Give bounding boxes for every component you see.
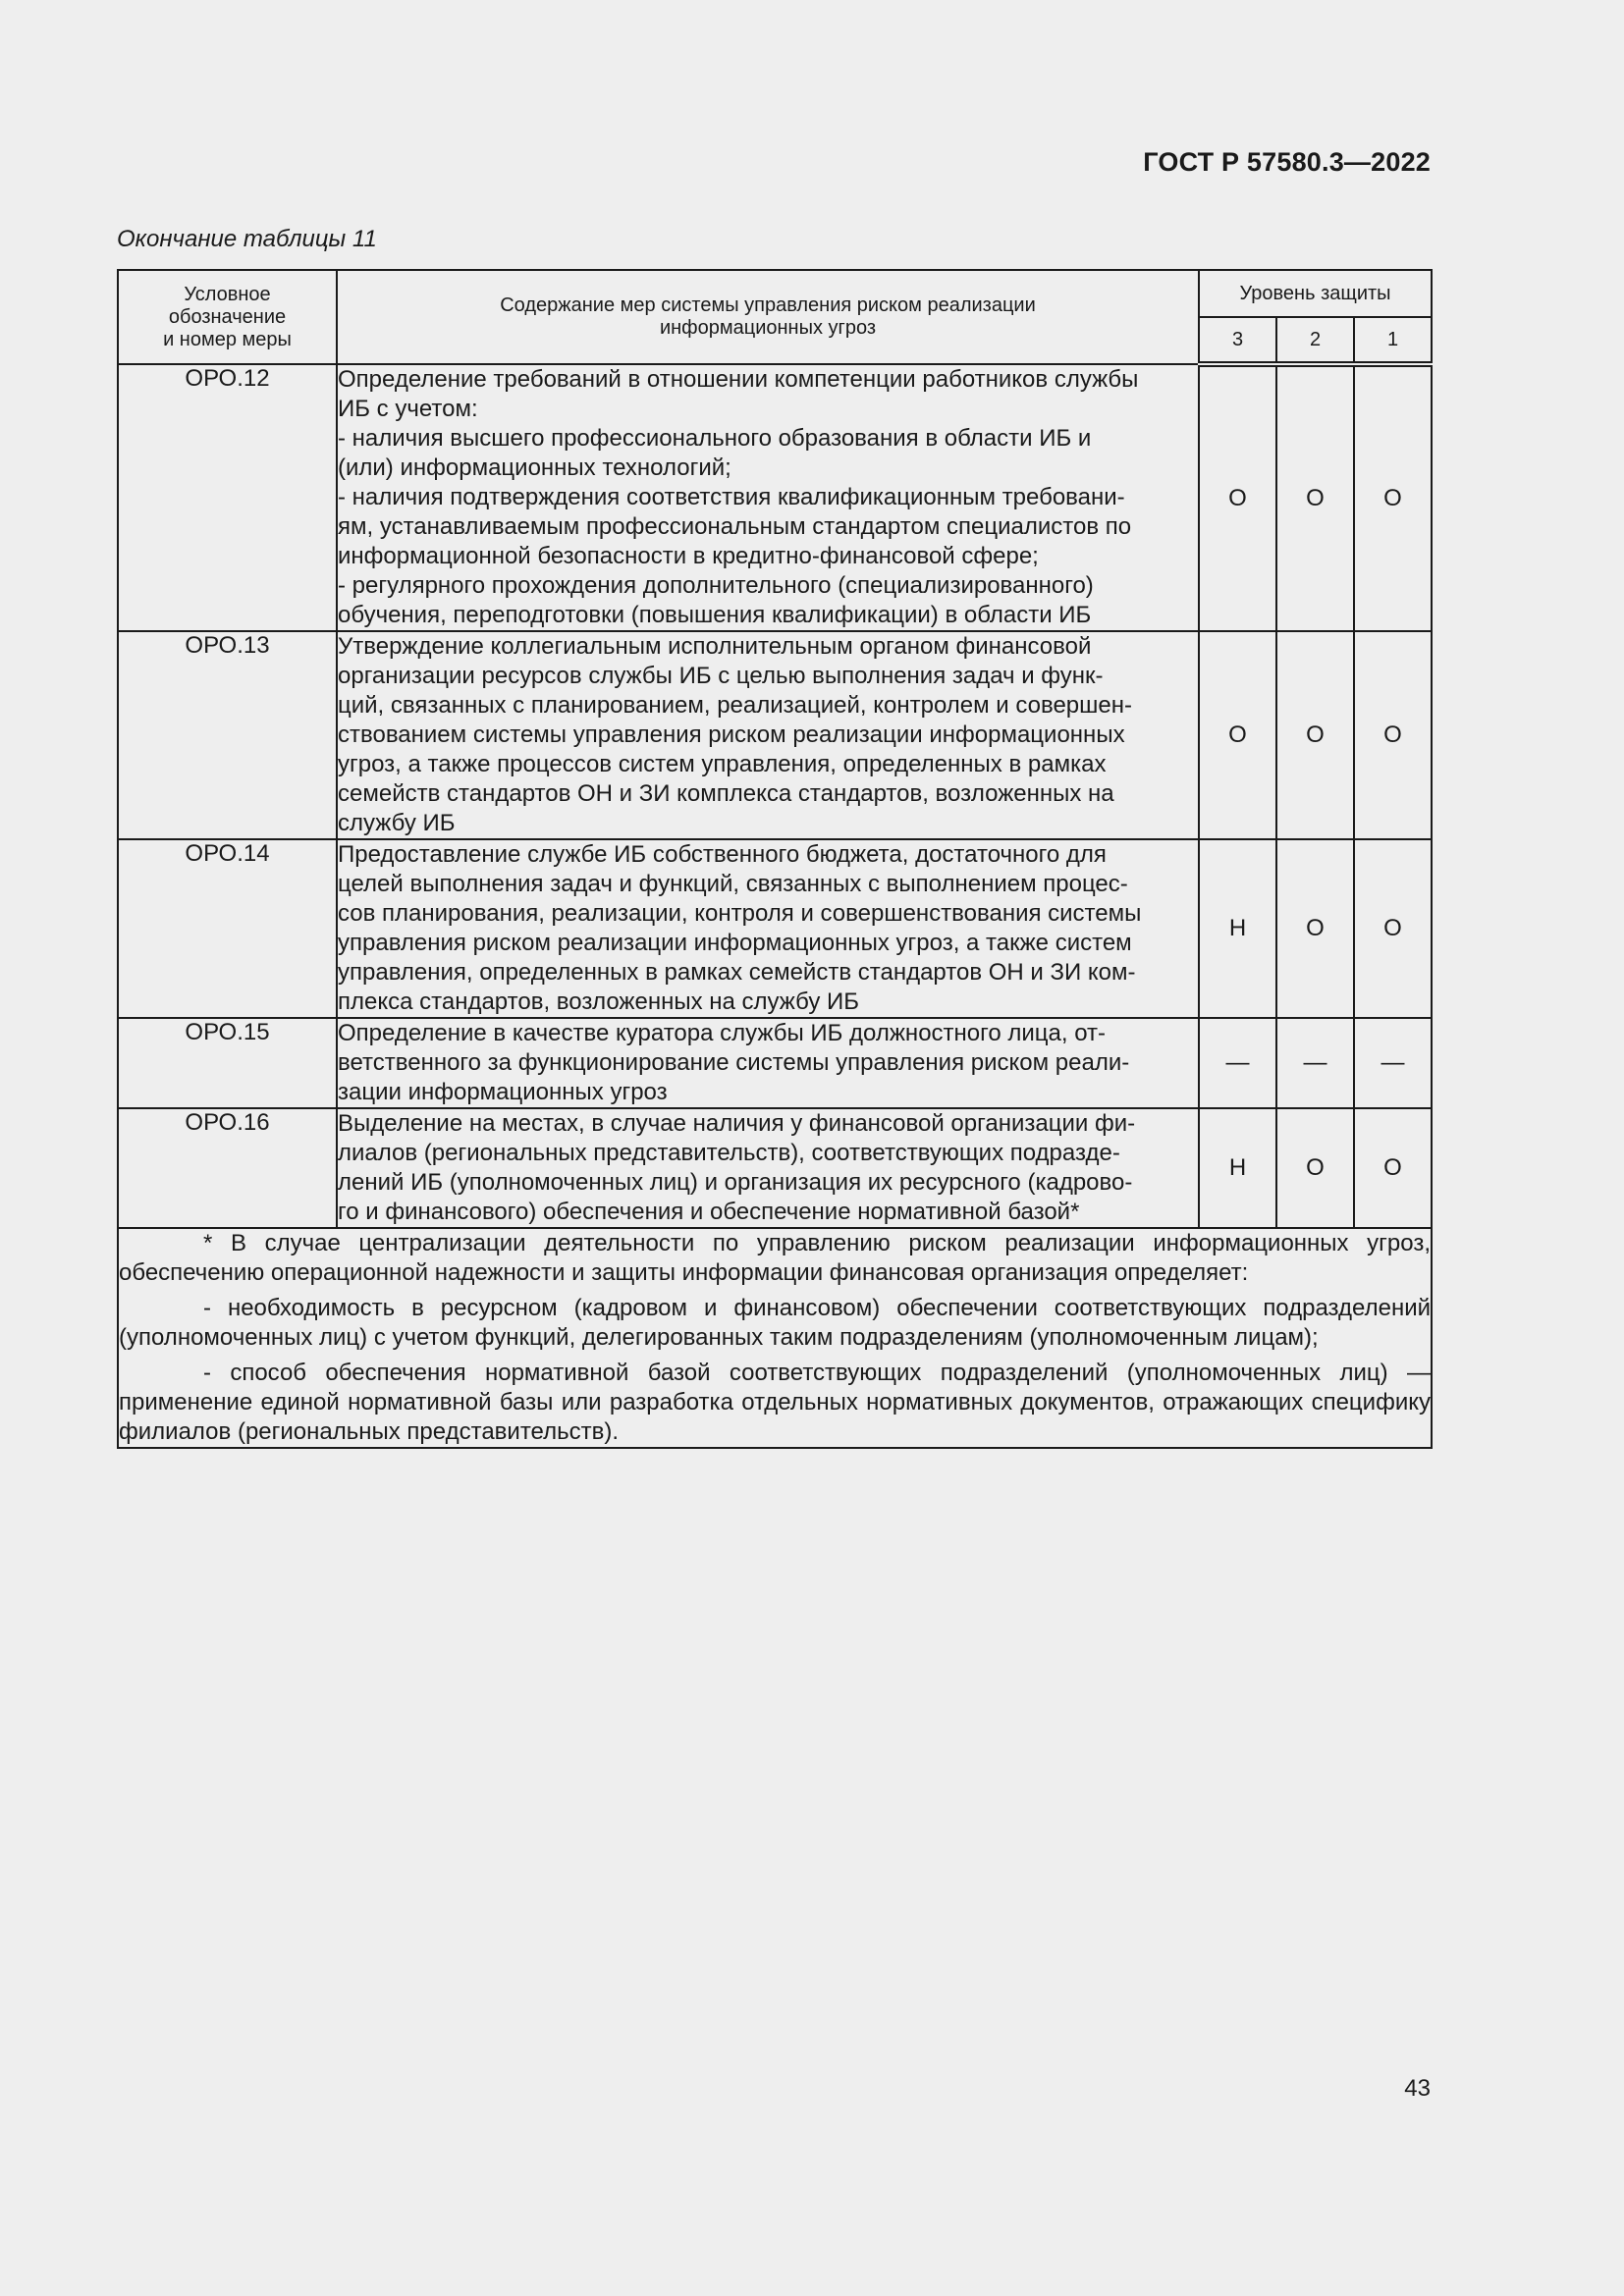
measure-code: ОРО.16 — [118, 1108, 337, 1228]
level-1-value: О — [1354, 1108, 1432, 1228]
measure-content-line: информационной безопасности в кредитно-финансовой сфере; — [338, 543, 1039, 569]
measure-content-line: ям, устанавливаемым профессиональным стандартом специалистов по — [338, 513, 1132, 540]
measure-content-line: ствованием системы управления риском реализации информационных — [338, 721, 1125, 748]
level-1-value: О — [1354, 631, 1432, 839]
measure-content-line: ций, связанных с планированием, реализацией, контролем и совершен- — [338, 692, 1133, 719]
level-3-value: О — [1199, 364, 1276, 631]
measure-content-line: ИБ с учетом: — [338, 396, 478, 422]
table-row — [118, 839, 1432, 1018]
measure-content — [337, 631, 1199, 839]
measure-content-line: плекса стандартов, возложенных на службу ИБ — [338, 988, 860, 1015]
table-row — [118, 631, 1432, 839]
level-2-value: О — [1276, 364, 1354, 631]
header-level-1: 1 — [1354, 317, 1432, 364]
table-row — [118, 1018, 1432, 1108]
measure-code: ОРО.12 — [118, 364, 337, 631]
header-content-column: Содержание мер системы управления риском реализации информационных угроз — [337, 270, 1199, 364]
measure-content — [337, 1108, 1199, 1228]
measure-content-line: Определение в качестве куратора службы ИБ должностного лица, от- — [338, 1020, 1107, 1046]
measure-content-line: семейств стандартов ОН и ЗИ комплекса стандартов, возложенных на — [338, 780, 1114, 807]
measure-content-line: го и финансового) обеспечения и обеспечение нормативной базой* — [338, 1199, 1080, 1225]
measure-content-line: (или) информационных технологий; — [338, 454, 731, 481]
level-2-value: — — [1276, 1018, 1354, 1108]
measure-content — [337, 364, 1199, 631]
header-code-column: Условное обозначение и номер меры — [118, 270, 337, 364]
table-row — [118, 1108, 1432, 1228]
level-1-value: — — [1354, 1018, 1432, 1108]
level-2-value: О — [1276, 1108, 1354, 1228]
document-code: ГОСТ Р 57580.3—2022 — [1143, 147, 1431, 177]
measure-content-line: Предоставление службе ИБ собственного бюджета, достаточного для — [338, 841, 1107, 868]
measure-content-line: организации ресурсов службы ИБ с целью выполнения задач и функ- — [338, 663, 1104, 689]
header-protection-level: Уровень защиты — [1199, 270, 1432, 317]
measures-table — [117, 269, 1433, 1449]
measure-content-line: Утверждение коллегиальным исполнительным органом финансовой — [338, 633, 1092, 660]
measure-content-line: зации информационных угроз — [338, 1079, 668, 1105]
level-3-value: Н — [1199, 1108, 1276, 1228]
level-2-value: О — [1276, 631, 1354, 839]
level-3-value: О — [1199, 631, 1276, 839]
measure-content-line: угроз, а также процессов систем управления, определенных в рамках — [338, 751, 1107, 777]
table-footnote — [118, 1228, 1432, 1448]
measure-content-line: - наличия высшего профессионального образования в области ИБ и — [338, 425, 1092, 452]
measure-content-line: Определение требований в отношении компетенции работников службы — [338, 366, 1139, 393]
level-2-value: О — [1276, 839, 1354, 1018]
measure-content-line: обучения, переподготовки (повышения квалификации) в области ИБ — [338, 602, 1092, 628]
level-1-value: О — [1354, 839, 1432, 1018]
page-number: 43 — [1404, 2075, 1431, 2102]
measure-content-line: управления риском реализации информационных угроз, а также систем — [338, 930, 1132, 956]
measure-content-line: Выделение на местах, в случае наличия у финансовой организации фи- — [338, 1110, 1136, 1137]
measure-content-line: - наличия подтверждения соответствия квалификационным требовани- — [338, 484, 1125, 510]
level-1-value: О — [1354, 364, 1432, 631]
footnote-paragraph: * В случае централизации деятельности по управлению риском реализации информационных угроз, обеспечению операционной надежности и защиты информации финансовая организация определяет: — [119, 1230, 1432, 1286]
measure-content-line: целей выполнения задач и функций, связанных с выполнением процес- — [338, 871, 1128, 897]
measure-content-line: сов планирования, реализации, контроля и совершенствования системы — [338, 900, 1142, 927]
measure-content-line: ветственного за функционирование системы управления риском реали- — [338, 1049, 1130, 1076]
measure-content — [337, 839, 1199, 1018]
header-level-2: 2 — [1276, 317, 1354, 364]
footnote-paragraph: - необходимость в ресурсном (кадровом и финансовом) обеспечении соответствующих подразделений (уполномоченных лиц) с учетом функций, делегированных таким подразделениям (уполномоченным лицам); — [119, 1295, 1432, 1351]
measure-content-line: управления, определенных в рамках семейств стандартов ОН и ЗИ ком- — [338, 959, 1136, 986]
level-3-value: Н — [1199, 839, 1276, 1018]
measure-content-line: - регулярного прохождения дополнительного (специализированного) — [338, 572, 1094, 599]
table-row — [118, 364, 1432, 631]
measure-content-line: службу ИБ — [338, 810, 456, 836]
header-level-3: 3 — [1199, 317, 1276, 364]
measure-content — [337, 1018, 1199, 1108]
level-3-value: — — [1199, 1018, 1276, 1108]
measure-code: ОРО.14 — [118, 839, 337, 1018]
footnote-paragraph: - способ обеспечения нормативной базой соответствующих подразделений (уполномоченных лиц) — применение единой нормативной базы или разработка отдельных нормативных документов, отражающих специфику филиалов (региональных представительств). — [119, 1360, 1432, 1445]
measure-code: ОРО.15 — [118, 1018, 337, 1108]
measure-content-line: лиалов (региональных представительств), соответствующих подразде- — [338, 1140, 1120, 1166]
measure-content-line: лений ИБ (уполномоченных лиц) и организация их ресурсного (кадрово- — [338, 1169, 1133, 1196]
measure-code: ОРО.13 — [118, 631, 337, 839]
table-caption: Окончание таблицы 11 — [117, 226, 377, 252]
